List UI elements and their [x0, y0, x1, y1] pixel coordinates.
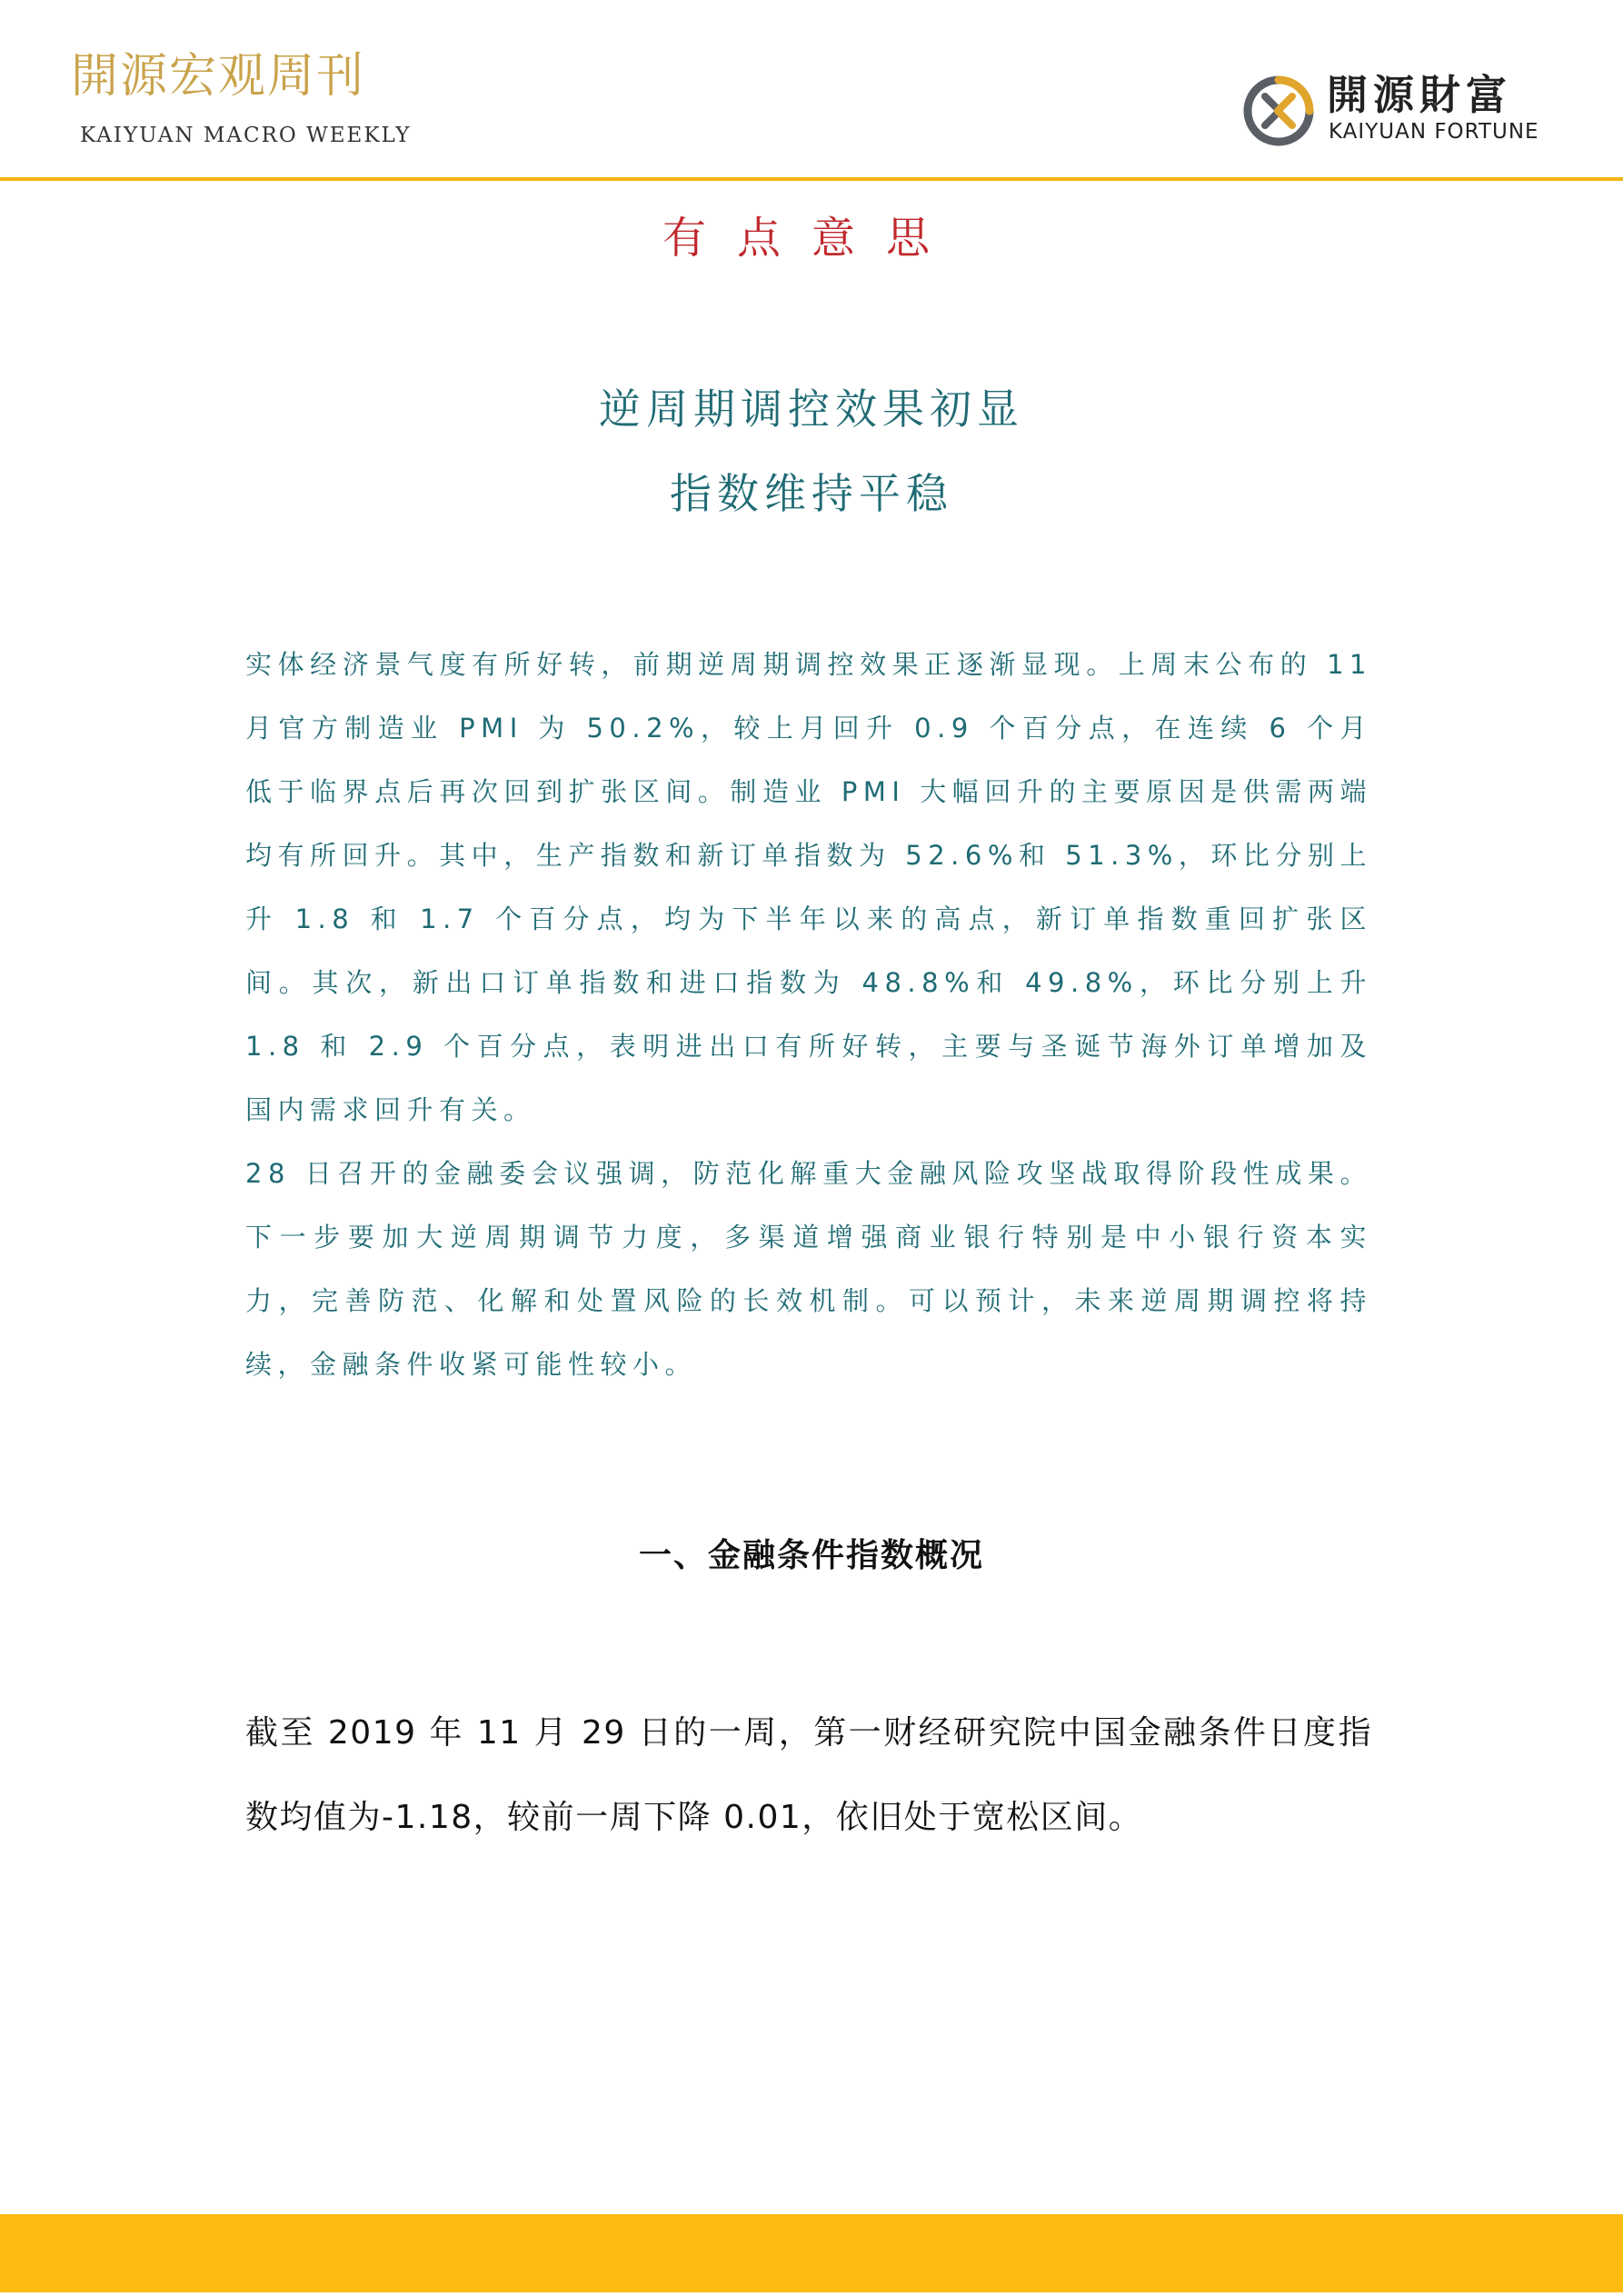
summary-paragraph: 28 日召开的金融委会议强调，防范化解重大金融风险攻坚战取得阶段性成果。下一步要加大逆周期调节力度，多渠道增强商业银行特别是中小银行资本实力，完善防范、化解和处置风险的长效机制。可以预计，未来逆周期调控将持续，金融条件收紧可能性较小。: [245, 1158, 1372, 1380]
section-body: [245, 1691, 1372, 1860]
brand-name-en: KAIYUAN FORTUNE: [1329, 120, 1539, 144]
header-rule: [0, 177, 1623, 181]
summary-paragraph: 实体经济景气度有所好转，前期逆周期调控效果正逐渐显现。上周末公布的 11 月官方制造业 PMI 为 50.2%，较上月回升 0.9 个百分点，在连续 6 个月低于临界点后再次回到扩张区间。制造业 PMI 大幅回升的主要原因是供需两端均有所回升。其中，生产指数和新订单指数为 52.6%和 51.3%，环比分别上升 1.8 和 1.7 个百分点，均为下半年以来的高点，新订单指数重回扩张区间。其次，新出口订单指数和进口指数为 48.8%和 49.8%，环比分别上升 1.8 和 2.9 个百分点，表明进出口有所好转，主要与圣诞节海外订单增加及国内需求回升有关。: [245, 649, 1372, 1125]
brand-logo: [1243, 71, 1561, 151]
kaiyuan-k-logo-icon: [1243, 75, 1314, 147]
publication-subtitle: KAIYUAN MACRO WEEKLY: [80, 124, 412, 147]
section-tag: 有点意思: [662, 213, 961, 264]
headline-line-1: 逆周期调控效果初显: [599, 384, 1024, 434]
body-paragraph: 截至 2019 年 11 月 29 日的一周，第一财经研究院中国金融条件日度指数均值为-1.18，较前一周下降 0.01，依旧处于宽松区间。: [245, 1714, 1372, 1836]
summary-block: [245, 633, 1372, 1396]
brand-name-cn: 開源財富: [1327, 71, 1513, 119]
headline-line-2: 指数维持平稳: [670, 469, 953, 518]
footer-band: [0, 2214, 1623, 2292]
section-heading: 一、金融条件指数概况: [638, 1537, 984, 1574]
publication-title: 開源宏观周刊: [71, 49, 366, 104]
